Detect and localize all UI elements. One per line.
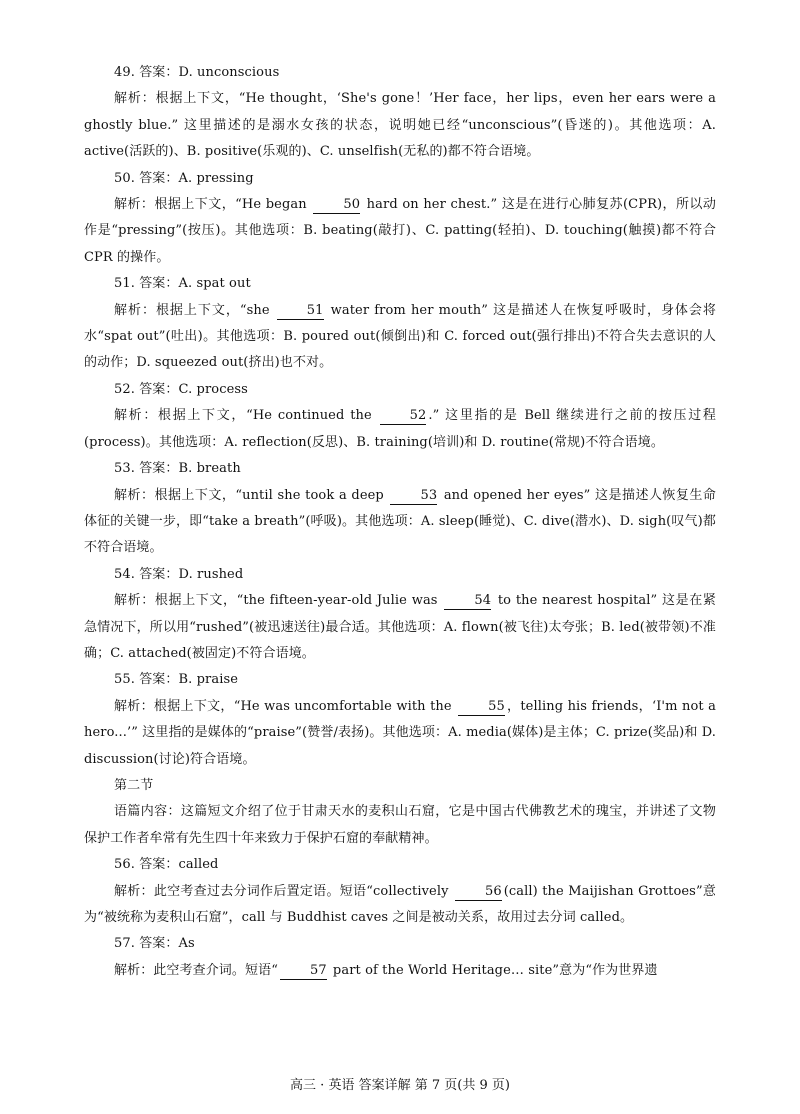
analysis-text: 解析：根据上下文，“she: [114, 302, 275, 318]
analysis-text: part of the World Heritage… site”意为“作为世界遗: [328, 962, 658, 978]
answer-document: [84, 60, 716, 984]
blank-52: 52: [380, 408, 427, 425]
blank-56: 56: [455, 884, 502, 901]
answer-55: 55. 答案：B. praise: [114, 672, 239, 688]
analysis-text: .” 这里指的是 Bell 继续进行之前的按压过程(process)。其他选项：A. reflection(反思)、B. training(培训)和 D. routine(常规)不符合语境。: [84, 408, 716, 450]
analysis-text: 解析：此空考查介词。短语“: [114, 962, 278, 978]
analysis-text: 解析：根据上下文，“the fifteen-year-old Julie was: [114, 593, 443, 609]
analysis-51: [84, 298, 716, 377]
analysis-52: [84, 403, 716, 456]
blank-53: 53: [390, 488, 437, 505]
blank-50: 50: [313, 197, 360, 214]
page-footer: 高三 · 英语 答案详解 第 7 页(共 9 页): [290, 1078, 510, 1093]
section-intro: 语篇内容：这篇短文介绍了位于甘肃天水的麦积山石窟，它是中国古代佛教艺术的瑰宝，并讲述了文物保护工作者牟常有先生四十年来致力于保护石窟的奉献精神。: [84, 804, 716, 846]
answer-56: 56. 答案：called: [114, 857, 219, 873]
analysis-text: (call) the Maijishan Grottoes”意为“被统称为麦积山石窟”，call 与 Buddhist caves 之间是被动关系，故用过去分词 called。: [84, 883, 716, 925]
analysis-57: [84, 958, 716, 984]
analysis-text: hard on her chest.” 这是在进行心肺复苏(CPR)，所以动作是“pressing”(按压)。其他选项：B. beating(敲打)、C. patting(轻拍)、D. touching(触摸)都不符合 CPR 的操作。: [84, 197, 716, 265]
analysis-49: 解析：根据上下文，“He thought，‘She's gone！’Her face，her lips，even her ears were a ghostly blue.” 这里描述的是溺水女孩的状态，说明她已经“unconscious”(昏迷的)。其他选项：A. active(活跃的)、B. positive(乐观的)、C. unselfish(无私的)都不符合语境。: [84, 91, 716, 160]
blank-51: 51: [277, 303, 324, 320]
analysis-text: 解析：根据上下文，“He continued the: [114, 408, 378, 424]
section-title: 第二节: [114, 777, 154, 793]
answer-50: 50. 答案：A. pressing: [114, 170, 254, 186]
answer-54: 54. 答案：D. rushed: [114, 566, 244, 582]
analysis-text: water from her mouth” 这是描述人在恢复呼吸时，身体会将水“spat out”(吐出)。其他选项：B. poured out(倾倒出)和 C. forced out(强行排出)不符合失去意识的人的动作；D. squeezed out(挤出)也不对。: [84, 302, 716, 371]
blank-55: 55: [458, 699, 505, 716]
analysis-text: ，telling his friends，‘I'm not a hero...’” 这里指的是媒体的“praise”(赞誉/表扬)。其他选项：A. media(媒体)是主体；C. prize(奖品)和 D. discussion(讨论)符合语境。: [84, 698, 716, 767]
analysis-text: 解析：此空考查过去分词作后置定语。短语“collectively: [114, 883, 453, 899]
analysis-56: [84, 879, 716, 932]
analysis-50: [84, 192, 716, 271]
analysis-text: 解析：根据上下文，“until she took a deep: [114, 487, 389, 503]
answer-51: 51. 答案：A. spat out: [114, 276, 251, 292]
answer-49: 49. 答案：D. unconscious: [114, 65, 280, 80]
analysis-text: and opened her eyes” 这是描述人恢复生命体征的关键一步，即“take a breath”(呼吸)。其他选项：A. sleep(睡觉)、C. dive(潜水)、D. sigh(叹气)都不符合语境。: [84, 487, 716, 556]
blank-57: 57: [280, 963, 327, 980]
analysis-53: [84, 483, 716, 562]
answer-53: 53. 答案：B. breath: [114, 461, 241, 477]
analysis-54: [84, 588, 716, 667]
answer-57: 57. 答案：As: [114, 936, 195, 952]
analysis-55: [84, 694, 716, 773]
answer-52: 52. 答案：C. process: [114, 381, 248, 397]
analysis-text: to the nearest hospital” 这是在紧急情况下，所以用“rushed”(被迅速送往)最合适。其他选项：A. flown(被飞往)太夸张；B. led(被带领)不准确；C. attached(被固定)不符合语境。: [84, 593, 716, 661]
blank-54: 54: [444, 593, 491, 610]
analysis-text: 解析：根据上下文，“He began: [114, 197, 312, 213]
analysis-text: 解析：根据上下文，“He was uncomfortable with the: [114, 698, 457, 714]
